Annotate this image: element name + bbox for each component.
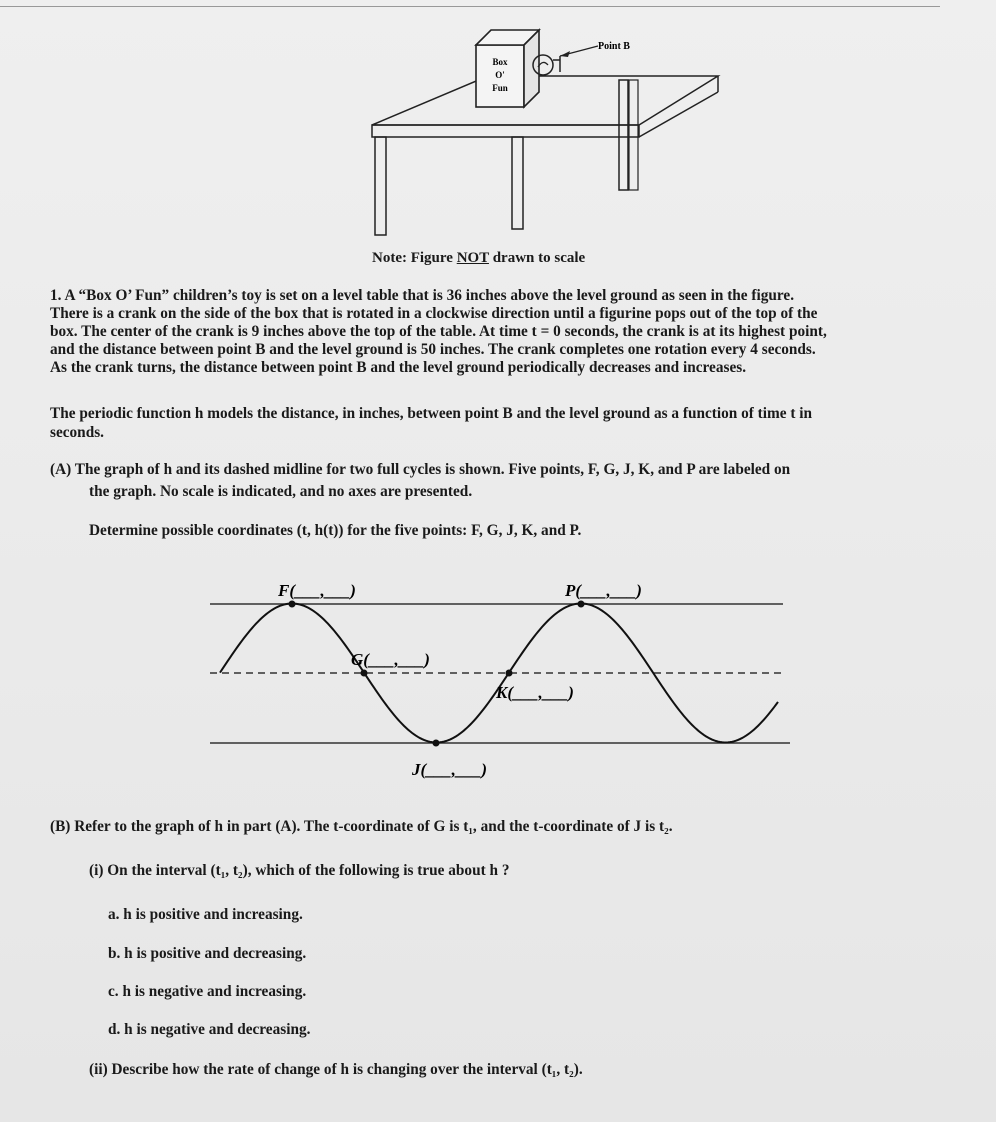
label-f: F(___,___) xyxy=(278,581,356,600)
problem-line-3: box. The center of the crank is 9 inches above the top of the table. At time t = 0 seconds, the crank is at its highest point, xyxy=(50,323,827,340)
function-line-2: seconds. xyxy=(50,424,104,441)
option-d: d. h is negative and decreasing. xyxy=(108,1021,311,1038)
point-p xyxy=(578,601,585,608)
box-label-line-2: O' xyxy=(495,70,505,80)
label-g: G(___,___) xyxy=(351,650,430,669)
label-k: K(___,___) xyxy=(496,683,574,702)
note-suffix: drawn to scale xyxy=(488,250,586,266)
part-b-question-2: (ii) Describe how the rate of change of h is changing over the interval (t₁, t₂). xyxy=(89,1061,583,1078)
point-j xyxy=(433,740,440,747)
option-c: c. h is negative and increasing. xyxy=(108,983,307,1000)
part-b-intro: (B) Refer to the graph of h in part (A). The t-coordinate of G is t₁, and the t-coordinate of J is t₂. xyxy=(50,818,673,835)
point-b-label: Point B xyxy=(598,41,630,52)
box-label-line-1: Box xyxy=(492,57,508,67)
option-a: a. h is positive and increasing. xyxy=(108,906,303,923)
option-b: b. h is positive and decreasing. xyxy=(108,945,307,962)
figure-note xyxy=(372,250,585,267)
label-j: J(___,___) xyxy=(412,760,488,779)
sinusoid-graph xyxy=(0,570,996,810)
point-k xyxy=(506,670,513,677)
part-a-line-2: the graph. No scale is indicated, and no axes are presented. xyxy=(89,483,473,500)
label-p: P(___,___) xyxy=(565,581,642,600)
box-table-figure xyxy=(0,0,996,250)
part-a-determine: Determine possible coordinates (t, h(t)) for the five points: F, G, J, K, and P. xyxy=(89,522,582,539)
function-line-1: The periodic function h models the distance, in inches, between point B and the level ground as a function of time t in xyxy=(50,405,813,422)
problem-line-1: 1. A “Box O’ Fun” children’s toy is set on a level table that is 36 inches above the level ground as seen in the figure. xyxy=(50,287,795,304)
problem-line-4: and the distance between point B and the level ground is 50 inches. The crank completes one rotation every 4 seconds. xyxy=(50,341,816,358)
note-prefix: Note: Figure xyxy=(372,250,457,266)
point-g xyxy=(361,670,368,677)
part-b-question-1: (i) On the interval (t₁, t₂), which of the following is true about h ? xyxy=(89,862,510,879)
part-a-line-1: (A) The graph of h and its dashed midline for two full cycles is shown. Five points, F, G, J, K, and P are labeled on xyxy=(50,461,791,478)
box-label-line-3: Fun xyxy=(492,83,508,93)
problem-line-5: As the crank turns, the distance between point B and the level ground periodically decreases and increases. xyxy=(50,359,747,376)
problem-line-2: There is a crank on the side of the box that is rotated in a clockwise direction until a figurine pops out of the top of the xyxy=(50,305,818,322)
point-f xyxy=(289,601,296,608)
note-emphasis: NOT xyxy=(456,250,489,266)
